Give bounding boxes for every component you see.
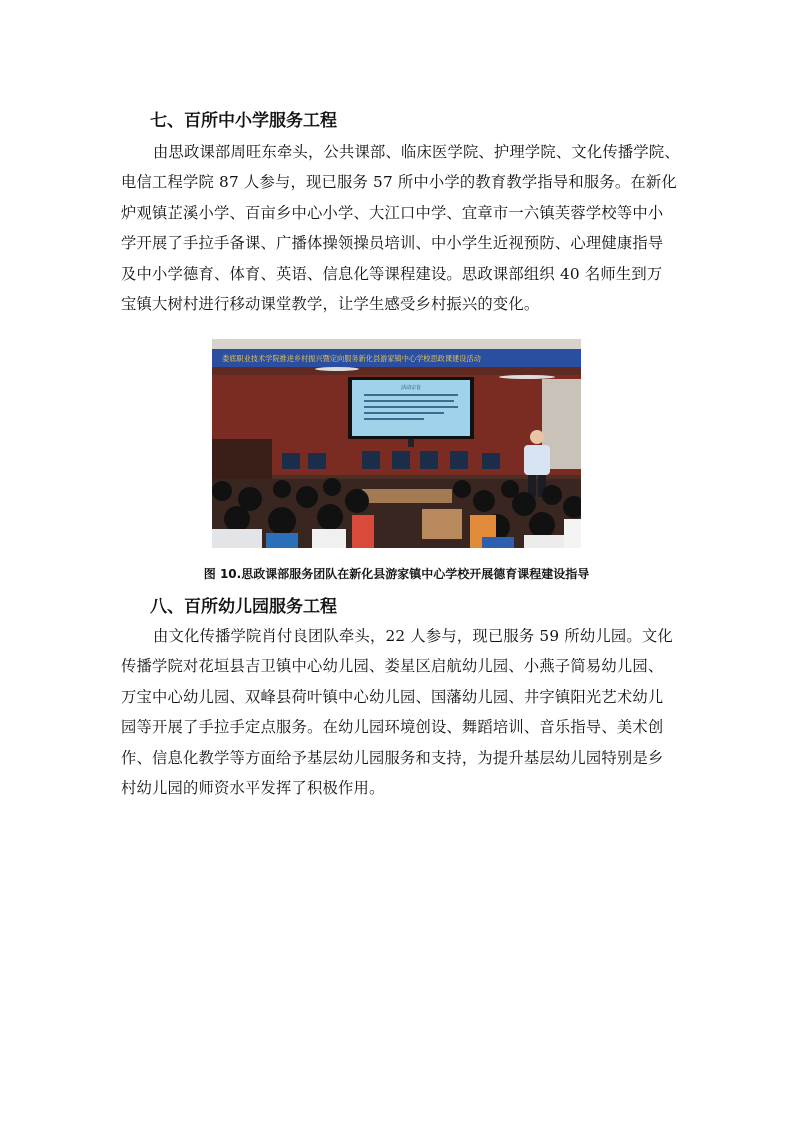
paragraph-line: 园等开展了手拉手定点服务。在幼儿园环境创设、舞蹈培训、音乐指导、美术创 — [121, 718, 664, 737]
section-7-heading: 七、百所中小学服务工程 — [150, 111, 337, 131]
paragraph-line: 及中小学德育、体育、英语、信息化等课程建设。思政课部组织 40 名师生到万 — [121, 264, 663, 283]
section-8-paragraph — [121, 621, 677, 803]
paragraph-line: 由思政课部周旺东牵头，公共课部、临床医学院、护理学院、文化传播学院、 — [153, 143, 680, 161]
paragraph-line: 由文化传播学院肖付良团队牵头，22 人参与，现已服务 59 所幼儿园。文化 — [153, 627, 673, 645]
slide-title: 活动宗旨 — [400, 385, 422, 391]
paragraph-line: 村幼儿园的师资水平发挥了积极作用。 — [121, 779, 385, 798]
section-7-paragraph — [121, 137, 680, 319]
paragraph-line: 宝镇大树村进行移动课堂教学，让学生感受乡村振兴的变化。 — [121, 295, 540, 314]
figure-caption: 图 10.思政课部服务团队在新化县游家镇中心学校开展德育课程建设指导 — [203, 567, 590, 581]
banner-text: 娄底职业技术学院推进乡村振兴暨定向服务新化县游家镇中心学校思政课建设活动 — [222, 354, 481, 363]
classroom-photo — [212, 339, 581, 548]
paragraph-line: 电信工程学院 87 人参与，现已服务 57 所中小学的教育教学指导和服务。在新化 — [121, 173, 677, 192]
paragraph-line: 学开展了手拉手备课、广播体操领操员培训、中小学生近视预防、心理健康指导 — [121, 234, 664, 253]
paragraph-line: 传播学院对花垣县吉卫镇中心幼儿园、娄星区启航幼儿园、小燕子简易幼儿园、 — [121, 657, 664, 676]
paragraph-line: 作、信息化教学等方面给予基层幼儿园服务和支持，为提升基层幼儿园特别是乡 — [121, 748, 664, 767]
paragraph-line: 万宝中心幼儿园、双峰县荷叶镇中心幼儿园、国藩幼儿园、井字镇阳光艺术幼儿 — [121, 687, 664, 706]
paragraph-line: 炉观镇芷溪小学、百亩乡中心小学、大江口中学、宜章市一六镇芙蓉学校等中小 — [121, 203, 664, 222]
section-8-heading: 八、百所幼儿园服务工程 — [150, 597, 337, 617]
